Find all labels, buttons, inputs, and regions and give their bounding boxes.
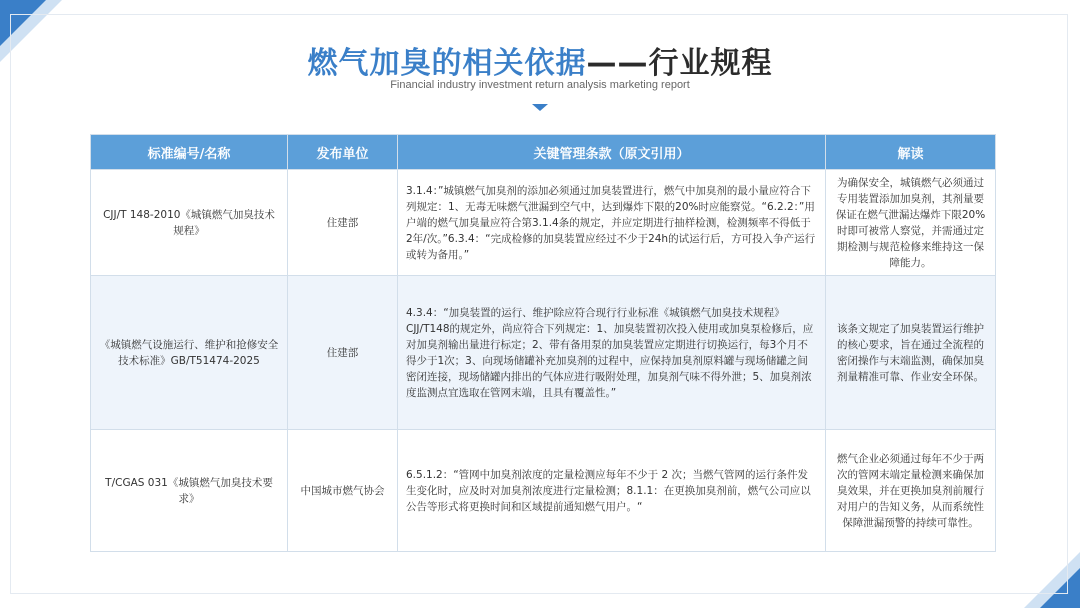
cell-standard-name: T/CGAS 031《城镇燃气加臭技术要求》 <box>91 430 288 552</box>
cell-issuer: 住建部 <box>288 276 398 430</box>
page-title-suffix: ——行业规程 <box>586 46 773 81</box>
cell-key-clause: 4.3.4：“加臭装置的运行、维护除应符合现行行业标准《城镇燃气加臭技术规程》CJJ/T148的规定外，尚应符合下列规定：1、加臭装置初次投入使用或加臭泵检修后，应对加臭剂输出量进行标定；2、带有备用泵的加臭装置应定期进行切换运行，每3个月不得少于1次；3、向现场储罐补充加臭剂的过程中，应保持加臭剂原料罐与现场储罐之间密闭连接，现场储罐内排出的气体应进行吸附处理，加臭剂气味不得外泄；5、加臭剂浓度监测点宜选取在管网末端，且具有覆盖性。” <box>398 276 826 430</box>
page-subtitle: Financial industry investment return analysis marketing report <box>390 79 690 91</box>
cell-interpretation: 燃气企业必须通过每年不少于两次的管网末端定量检测来确保加臭效果，并在更换加臭剂前履行对用户的告知义务，从而系统性保障泄漏预警的持续可靠性。 <box>826 430 996 552</box>
table-row <box>91 170 996 276</box>
cell-issuer: 中国城市燃气协会 <box>288 430 398 552</box>
triangle-down-icon <box>532 104 548 111</box>
header-interpretation: 解读 <box>826 135 996 170</box>
header-issuer: 发布单位 <box>288 135 398 170</box>
cell-standard-name: 《城镇燃气设施运行、维护和抢修安全技术标准》GB/T51474-2025 <box>91 276 288 430</box>
cell-key-clause: 3.1.4：”城镇燃气加臭剂的添加必须通过加臭装置进行，燃气中加臭剂的最小量应符合下列规定：1、无毒无味燃气泄漏到空气中，达到爆炸下限的20%时应能察觉。“6.2.2：”用户端的燃气加臭量应符合第3.1.4条的规定，并应定期进行抽样检测，检测频率不得低于2年/次。”6.3.4：“完成检修的加臭装置应经过不少于24h的试运行后，方可投入争产运行或转为备用。” <box>398 170 826 276</box>
header-standard-name: 标准编号/名称 <box>91 135 288 170</box>
table-row <box>91 430 996 552</box>
page-title-main: 燃气加臭的相关依据 <box>307 46 587 81</box>
standards-table <box>90 134 996 552</box>
page-title <box>0 38 1080 82</box>
cell-issuer: 住建部 <box>288 170 398 276</box>
cell-standard-name: CJJ/T 148-2010《城镇燃气加臭技术规程》 <box>91 170 288 276</box>
table-header-row <box>91 135 996 170</box>
cell-key-clause: 6.5.1.2：“管网中加臭剂浓度的定量检测应每年不少于 2 次；当燃气管网的运行条件发生变化时，应及时对加臭剂浓度进行定量检测；8.1.1：在更换加臭剂前，燃气公司应以公告等形式将更换时间和区域提前通知燃气用户。“ <box>398 430 826 552</box>
cell-interpretation: 为确保安全，城镇燃气必须通过专用装置添加加臭剂，其剂量要保证在燃气泄漏达爆炸下限20%时即可被常人察觉，并需通过定期检测与规范检修来维持这一保障能力。 <box>826 170 996 276</box>
table-row <box>91 276 996 430</box>
cell-interpretation: 该条文规定了加臭装置运行维护的核心要求，旨在通过全流程的密闭操作与末端监测，确保加臭剂量精准可靠、作业安全环保。 <box>826 276 996 430</box>
header-key-clauses: 关键管理条款（原文引用） <box>398 135 826 170</box>
